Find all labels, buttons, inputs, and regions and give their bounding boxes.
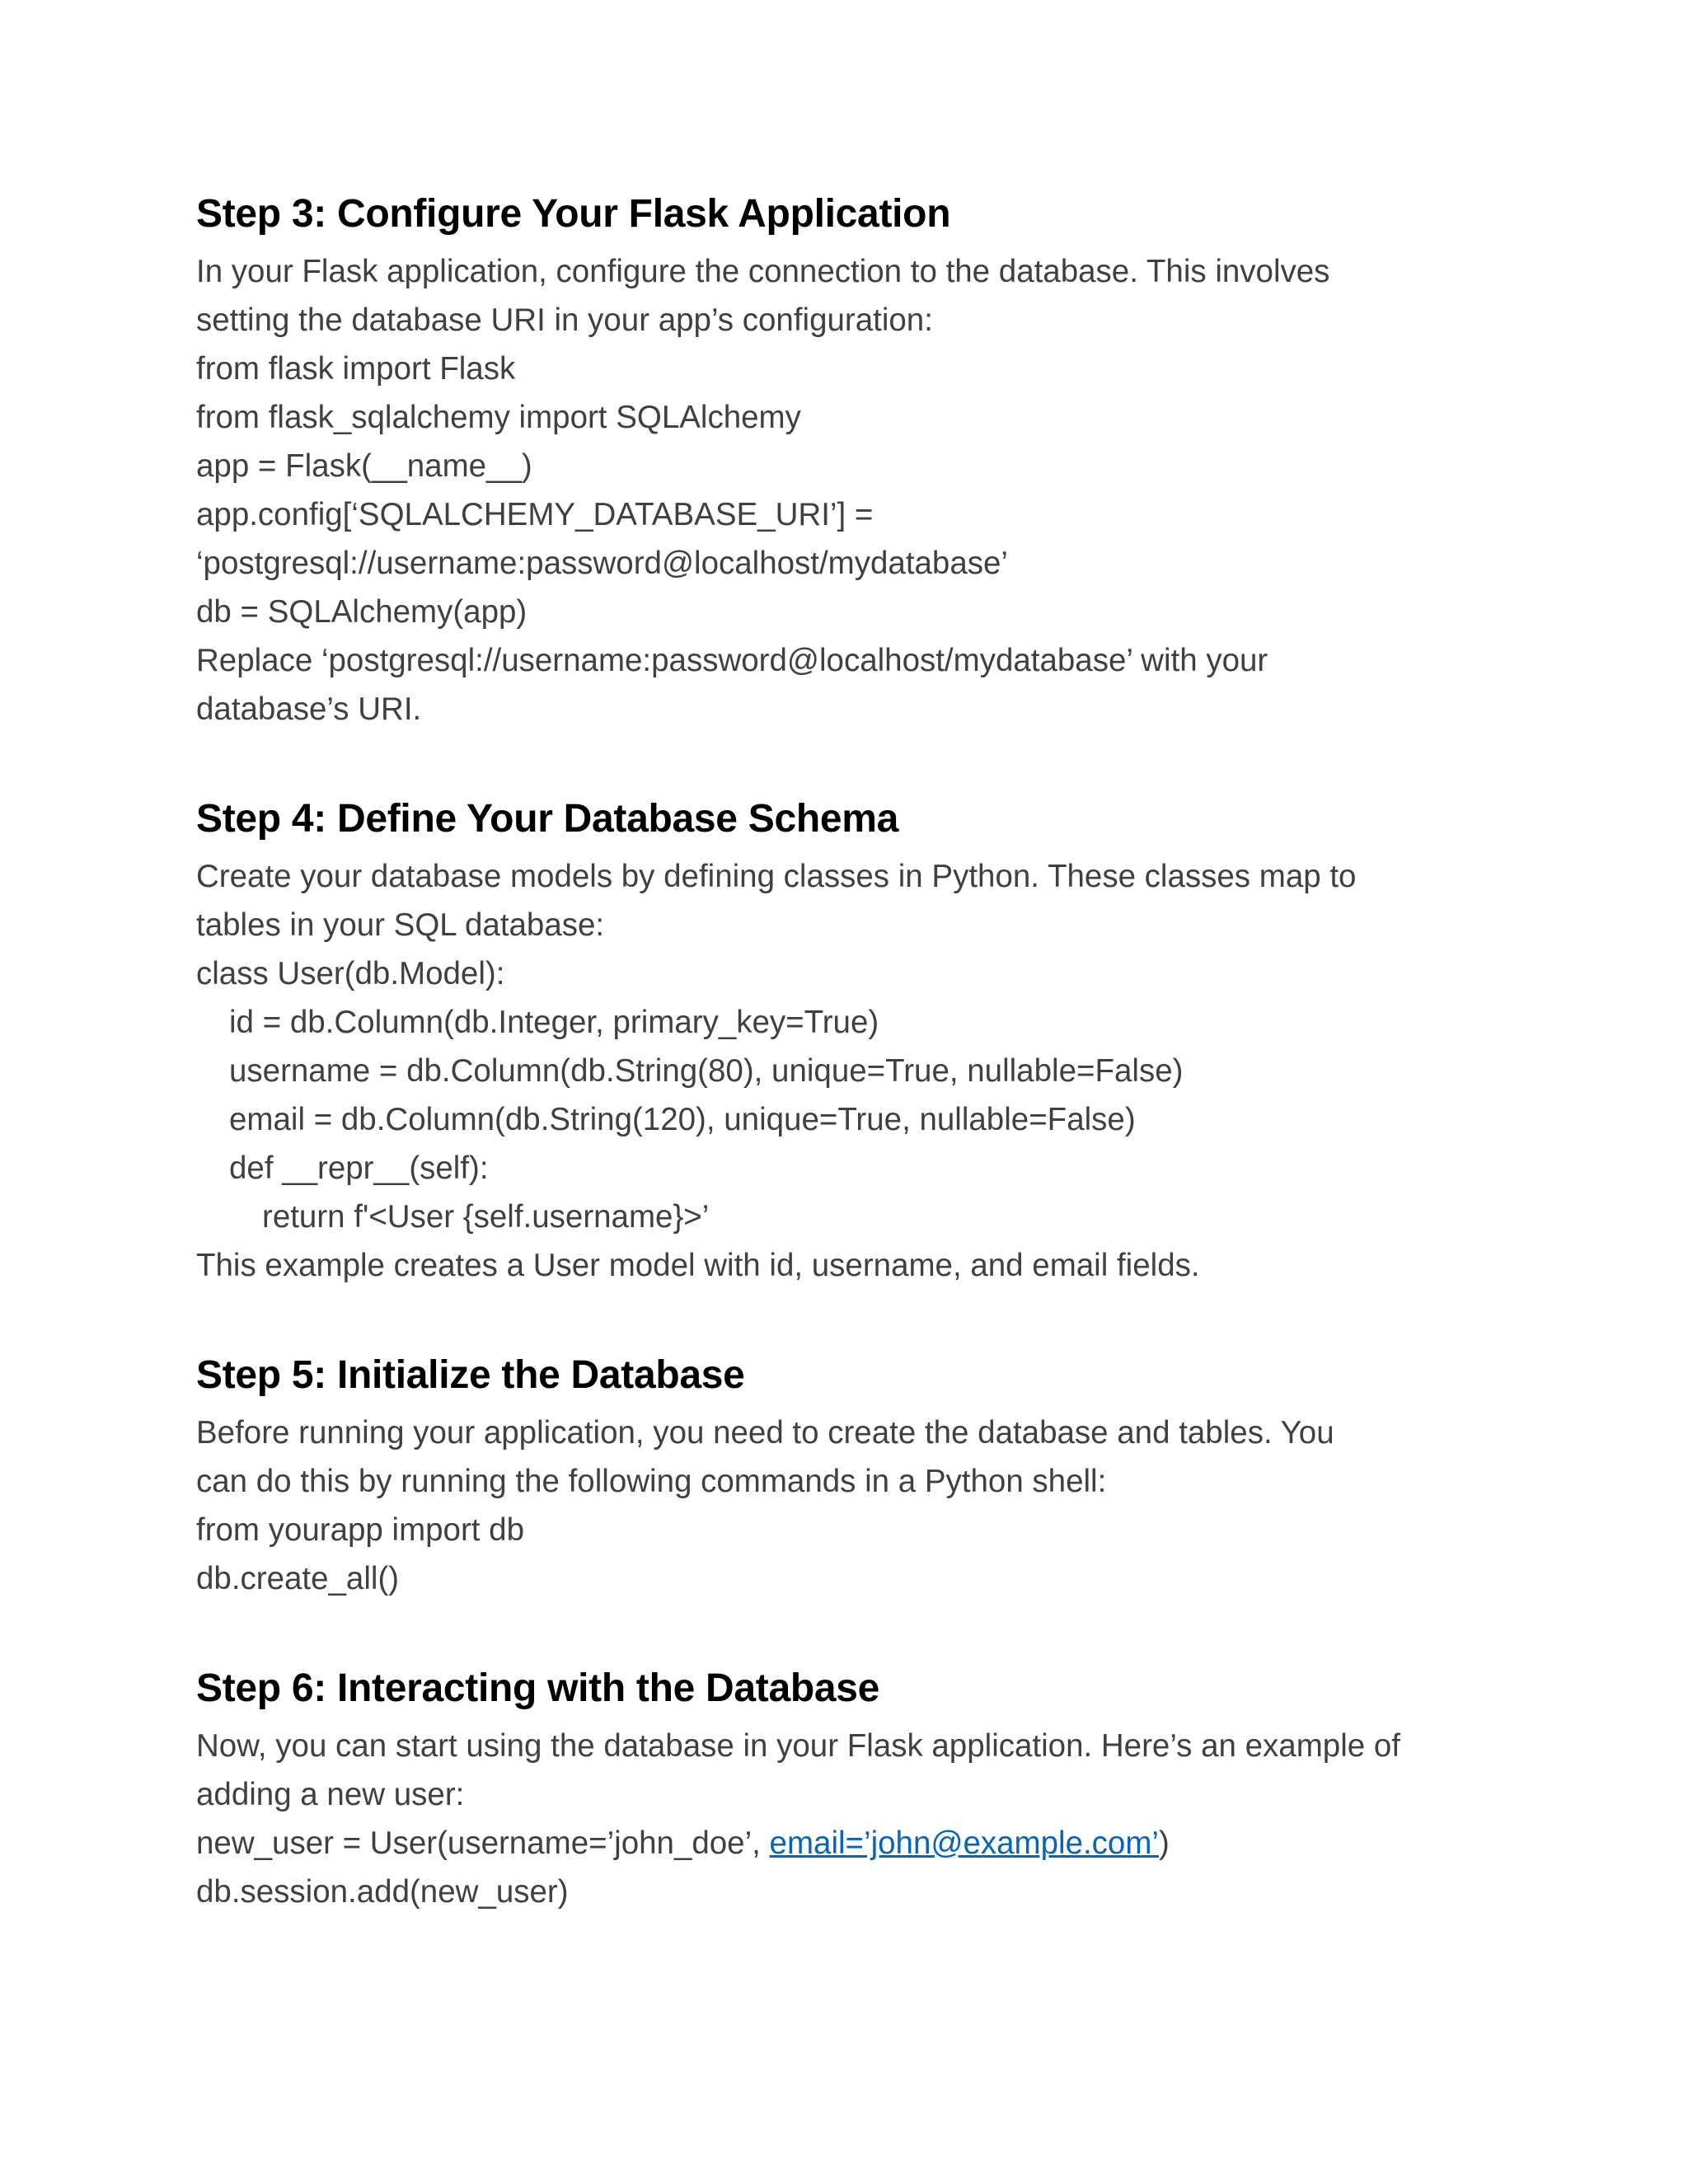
step3-code-line: from flask import Flask [196, 351, 516, 387]
step4-outro: This example creates a User model with id, username, and email fields. [196, 1248, 1200, 1283]
step4-code-line: class User(db.Model): [196, 956, 505, 991]
step4-code-line: return f'<User {self.username}>’ [262, 1199, 710, 1235]
step3-outro-line2: database’s URI. [196, 691, 422, 727]
step4-code-line: email = db.Column(db.String(120), unique=True, nullable=False) [229, 1102, 1136, 1137]
step6-intro-line1: Now, you can start using the database in your Flask application. Here’s an example of [196, 1728, 1400, 1764]
step3-outro-line1: Replace ‘postgresql://username:password@localhost/mydatabase’ with your [196, 643, 1268, 678]
step5-code-line: db.create_all() [196, 1561, 400, 1596]
step6-code-prefix: new_user = User(username=’john_doe’, [196, 1825, 770, 1861]
step5-intro-line2: can do this by running the following commands in a Python shell: [196, 1464, 1107, 1499]
step4-code-line: id = db.Column(db.Integer, primary_key=True) [229, 1005, 879, 1040]
step3-section [196, 188, 1548, 733]
step6-code-suffix: ) [1158, 1825, 1170, 1861]
step4-intro-line1: Create your database models by defining classes in Python. These classes map to [196, 859, 1357, 894]
step3-code-line: app = Flask(__name__) [196, 448, 532, 484]
step5-section [196, 1349, 1548, 1603]
step4-section [196, 793, 1548, 1290]
step4-heading: Step 4: Define Your Database Schema [196, 797, 899, 841]
step4-code-line: def __repr__(self): [229, 1151, 489, 1186]
step4-code-line: username = db.Column(db.String(80), unique=True, nullable=False) [229, 1053, 1184, 1089]
step5-heading: Step 5: Initialize the Database [196, 1353, 745, 1397]
step3-code-line: db = SQLAlchemy(app) [196, 594, 528, 630]
step5-code-line: from yourapp import db [196, 1512, 525, 1548]
step3-code-line: from flask_sqlalchemy import SQLAlchemy [196, 400, 801, 435]
step6-section [196, 1662, 1548, 1916]
email-link[interactable]: email=’john@example.com’ [769, 1825, 1159, 1861]
step5-intro-line1: Before running your application, you need to create the database and tables. You [196, 1415, 1334, 1451]
step4-intro-line2: tables in your SQL database: [196, 907, 605, 943]
step3-intro-line1: In your Flask application, configure the connection to the database. This involves [196, 254, 1330, 289]
step3-intro-line2: setting the database URI in your app’s configuration: [196, 302, 933, 338]
document-page [196, 188, 1548, 1916]
step6-code-line: db.session.add(new_user) [196, 1874, 569, 1910]
step6-heading: Step 6: Interacting with the Database [196, 1666, 880, 1710]
step6-code-line [196, 1819, 1548, 1868]
step6-intro-line2: adding a new user: [196, 1777, 465, 1812]
step3-code-line: ‘postgresql://username:password@localhost/mydatabase’ [196, 546, 1008, 581]
step3-heading: Step 3: Configure Your Flask Application [196, 192, 951, 236]
step3-code-line: app.config[‘SQLALCHEMY_DATABASE_URI’] = [196, 497, 874, 532]
